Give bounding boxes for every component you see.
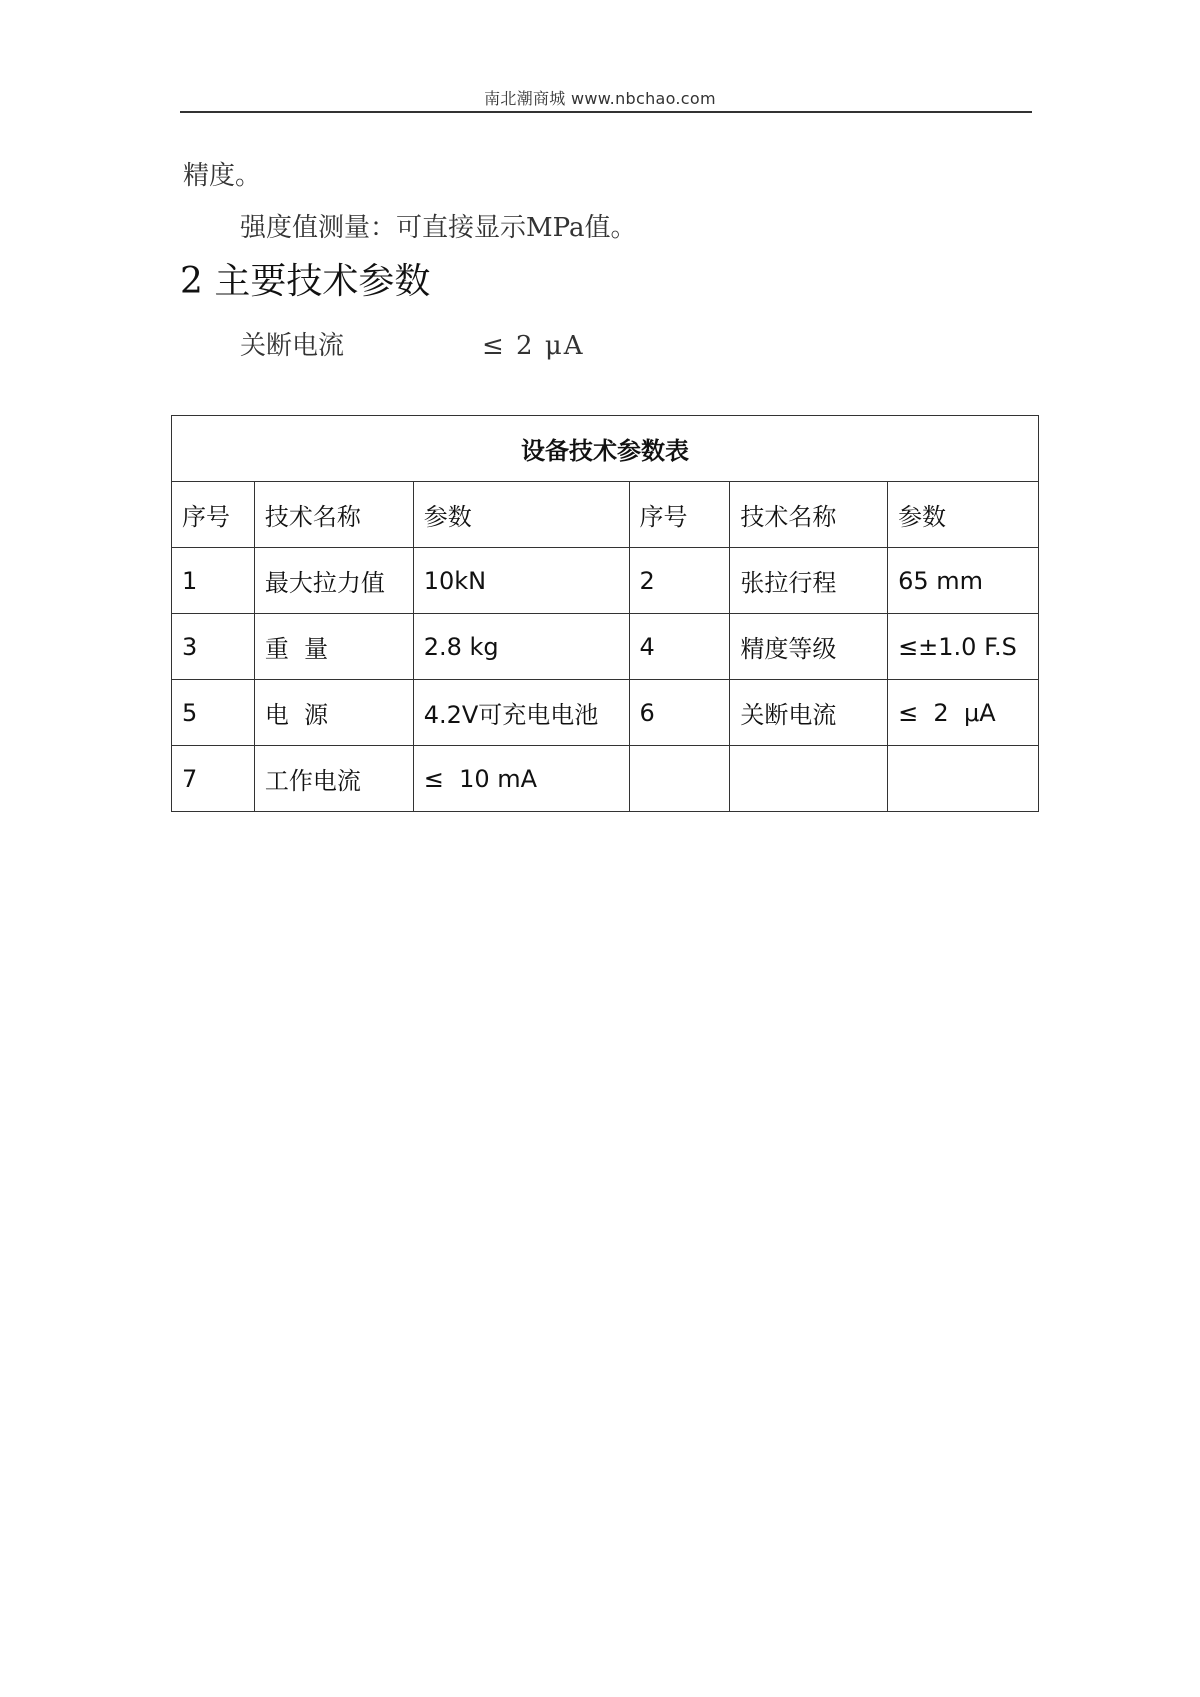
table-cell: 1 [172, 548, 255, 614]
table-cell: 4 [629, 614, 730, 680]
table-cell: 5 [172, 680, 255, 746]
table-cell: 张拉行程 [730, 548, 888, 614]
param-label: 关断电流 [240, 331, 345, 361]
table-cell: 3 [172, 614, 255, 680]
table-row [172, 746, 1039, 812]
section-heading: 2 主要技术参数 [180, 261, 431, 302]
table-cell: 7 [172, 746, 255, 812]
table-cell: 4.2V可充电电池 [413, 680, 629, 746]
table-cell: 重 量 [254, 614, 413, 680]
table-row [172, 614, 1039, 680]
header-divider [180, 111, 1032, 113]
column-header: 序号 [629, 482, 730, 548]
table-row [172, 548, 1039, 614]
table-cell: 关断电流 [730, 680, 888, 746]
column-header: 技术名称 [730, 482, 888, 548]
column-header: 技术名称 [254, 482, 413, 548]
table-cell [629, 746, 730, 812]
table-cell: 10kN [413, 548, 629, 614]
param-value: ≤ 2 μA [482, 331, 585, 361]
table-caption: 设备技术参数表 [172, 416, 1039, 482]
table-cell: 6 [629, 680, 730, 746]
spec-table [171, 415, 1039, 812]
table-cell: ≤±1.0 F.S [888, 614, 1039, 680]
table-cell: 工作电流 [254, 746, 413, 812]
table-cell: 电 源 [254, 680, 413, 746]
table-caption-row [172, 416, 1039, 482]
column-header: 参数 [888, 482, 1039, 548]
column-header: 参数 [413, 482, 629, 548]
column-header: 序号 [172, 482, 255, 548]
table-row [172, 680, 1039, 746]
table-cell [730, 746, 888, 812]
table-cell: 最大拉力值 [254, 548, 413, 614]
table-cell: 精度等级 [730, 614, 888, 680]
table-cell: 2.8 kg [413, 614, 629, 680]
body-text-line: 强度值测量：可直接显示MPa值。 [240, 213, 637, 243]
table-cell: ≤ 10 mA [413, 746, 629, 812]
table-cell [888, 746, 1039, 812]
page-header: 南北潮商城 www.nbchao.com [484, 89, 716, 108]
table-header-row [172, 482, 1039, 548]
table-cell: 65 mm [888, 548, 1039, 614]
table-cell: ≤ 2 μA [888, 680, 1039, 746]
body-text-line: 精度。 [183, 161, 262, 191]
table-cell: 2 [629, 548, 730, 614]
